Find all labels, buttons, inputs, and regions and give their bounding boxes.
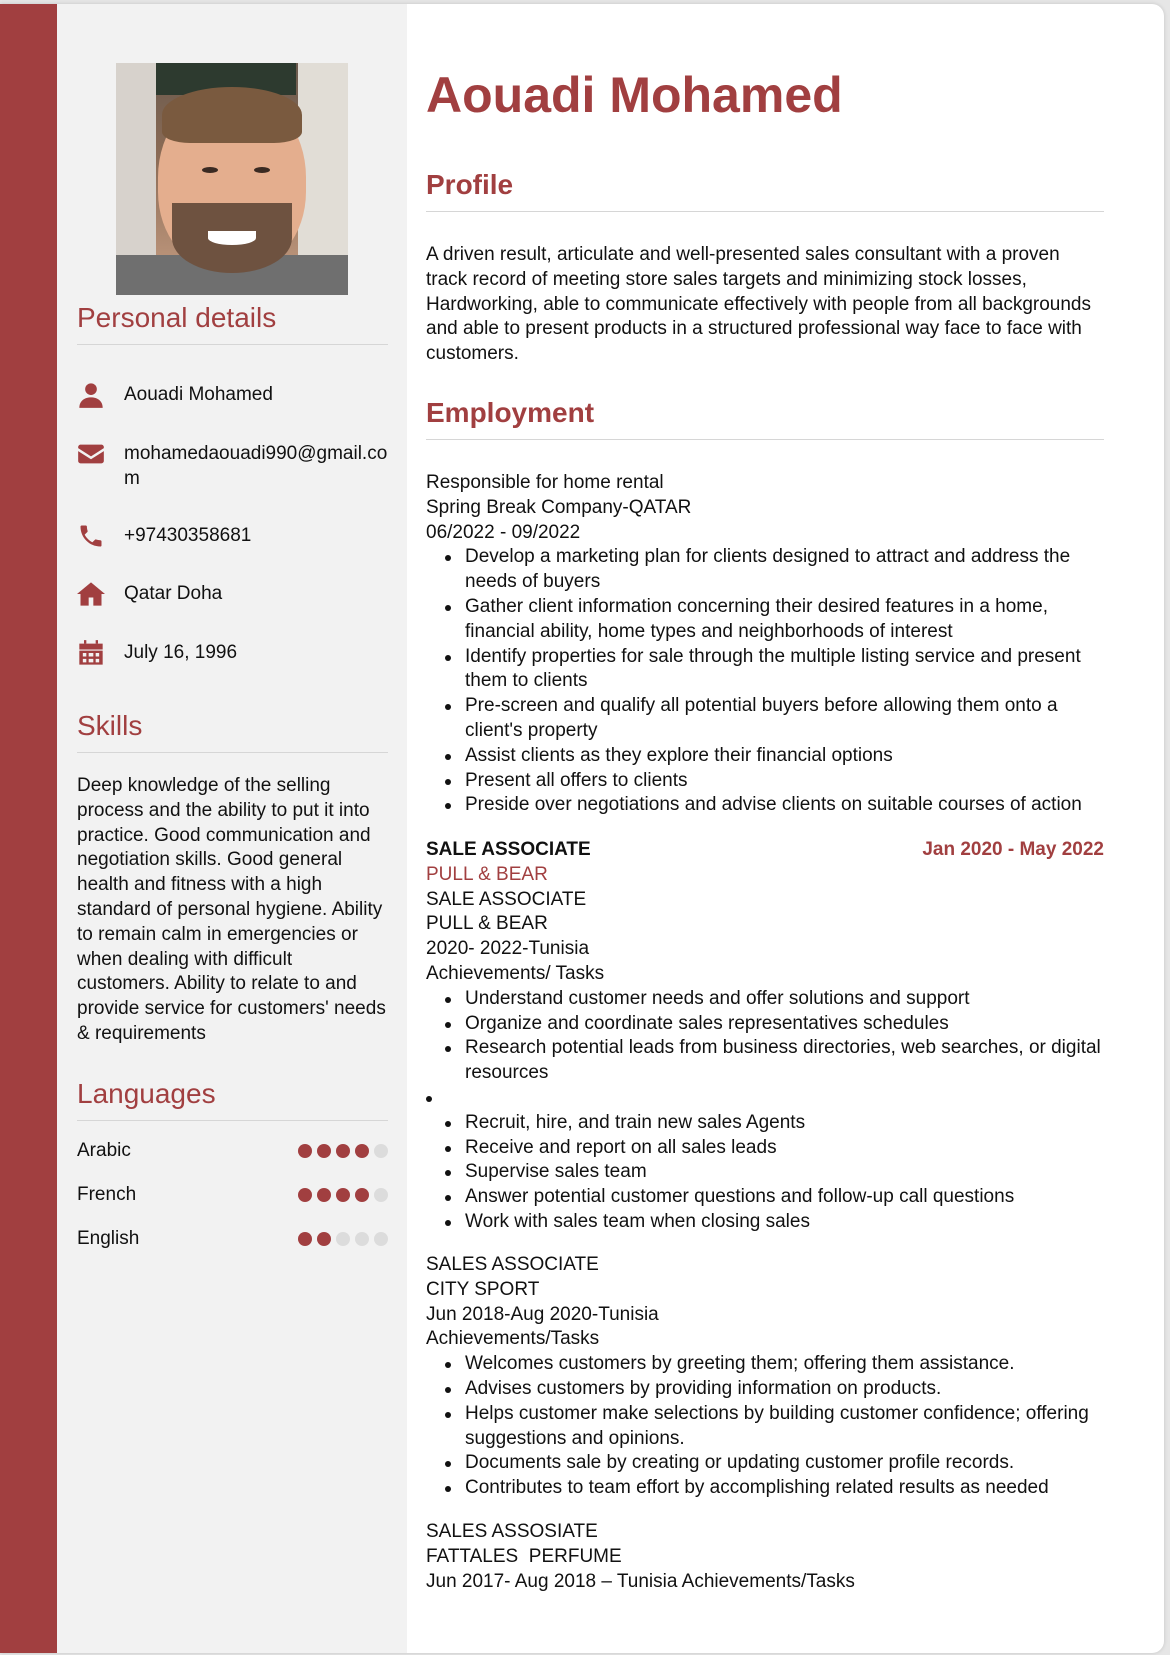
level-dot-empty bbox=[336, 1232, 350, 1246]
level-dot-empty bbox=[374, 1188, 388, 1202]
detail-email-text[interactable]: mohamedaouadi990@gmail.com bbox=[124, 443, 388, 489]
job-line: PULL & BEAR bbox=[426, 913, 548, 935]
detail-birthdate bbox=[77, 639, 388, 667]
detail-phone bbox=[77, 522, 388, 550]
detail-birthdate-text: July 16, 1996 bbox=[124, 642, 238, 663]
list-item: Contributes to team effort by accomplishing related results as needed bbox=[445, 1476, 1104, 1501]
job-fattales-perfume bbox=[426, 1520, 1104, 1594]
level-dot-filled bbox=[355, 1188, 369, 1202]
language-name: English bbox=[77, 1228, 140, 1249]
phone-icon bbox=[77, 522, 105, 550]
skills-heading: Skills bbox=[77, 710, 388, 753]
list-item: Work with sales team when closing sales bbox=[445, 1210, 1104, 1235]
job-bullets bbox=[445, 1111, 1104, 1235]
job-line: SALES ASSOSIATE bbox=[426, 1521, 598, 1542]
job-line: Jun 2018-Aug 2020-Tunisia bbox=[426, 1303, 659, 1325]
job-bullets bbox=[445, 545, 1104, 818]
main-content bbox=[426, 4, 1104, 1653]
level-dot-filled bbox=[336, 1188, 350, 1202]
job-header bbox=[426, 838, 1104, 863]
language-name: Arabic bbox=[77, 1140, 131, 1161]
list-item: Recruit, hire, and train new sales Agents bbox=[445, 1111, 1104, 1136]
empty-bullet bbox=[426, 1086, 1104, 1111]
level-dot-filled bbox=[317, 1144, 331, 1158]
job-line: Jun 2017- Aug 2018 – Tunisia Achievements/Tasks bbox=[426, 1570, 855, 1592]
resume-page bbox=[0, 4, 1164, 1653]
level-dot-filled bbox=[317, 1232, 331, 1246]
job-dates: Jan 2020 - May 2022 bbox=[922, 839, 1104, 860]
detail-email bbox=[77, 440, 388, 491]
detail-name bbox=[77, 381, 388, 409]
list-item: Pre-screen and qualify all potential buyers before allowing them onto a client's property bbox=[445, 694, 1104, 744]
profile-text: A driven result, articulate and well-presented sales consultant with a proven track record of meeting store sales targets and minimizing stock losses, Hardworking, able to communicate effectively with people from all backgrounds and able to present products in a structured professional way face to face with customers. bbox=[426, 244, 1091, 365]
language-row bbox=[77, 1184, 388, 1206]
job-line: 2020- 2022-Tunisia bbox=[426, 938, 590, 960]
job-city-sport bbox=[426, 1253, 1104, 1501]
level-dot-filled bbox=[355, 1144, 369, 1158]
job-company: PULL & BEAR bbox=[426, 863, 548, 885]
employment-heading: Employment bbox=[426, 397, 1104, 440]
detail-name-text: Aouadi Mohamed bbox=[124, 384, 273, 405]
envelope-icon bbox=[77, 440, 105, 468]
detail-phone-text[interactable]: +97430358681 bbox=[124, 525, 252, 546]
job-line: FATTALES PERFUME bbox=[426, 1545, 622, 1567]
job-home-rental bbox=[426, 471, 1104, 818]
level-dot-empty bbox=[374, 1144, 388, 1158]
job-line: Achievements/ Tasks bbox=[426, 962, 605, 984]
list-item: Supervise sales team bbox=[445, 1160, 1104, 1185]
list-item: Identify properties for sale through the multiple listing service and present them to clients bbox=[445, 645, 1104, 695]
language-row bbox=[77, 1228, 388, 1250]
list-item: Welcomes customers by greeting them; offering them assistance. bbox=[445, 1352, 1104, 1377]
level-dot-empty bbox=[355, 1232, 369, 1246]
job-bullets bbox=[445, 1352, 1104, 1501]
list-item: Advises customers by providing information on products. bbox=[445, 1377, 1104, 1402]
job-pull-and-bear bbox=[426, 838, 1104, 1235]
home-icon bbox=[77, 580, 105, 608]
profile-heading: Profile bbox=[426, 169, 1104, 212]
language-level-dots bbox=[298, 1232, 388, 1246]
level-dot-filled bbox=[317, 1188, 331, 1202]
language-row bbox=[77, 1140, 388, 1162]
list-item: Preside over negotiations and advise clients on suitable courses of action bbox=[445, 793, 1104, 818]
detail-address bbox=[77, 580, 388, 608]
list-item: Present all offers to clients bbox=[445, 769, 1104, 794]
accent-bar bbox=[0, 4, 57, 1653]
list-item: Helps customer make selections by building customer confidence; offering suggestions and opinions. bbox=[445, 1402, 1104, 1452]
job-line: 06/2022 - 09/2022 bbox=[426, 521, 581, 543]
list-item: Answer potential customer questions and follow-up call questions bbox=[445, 1185, 1104, 1210]
language-level-dots bbox=[298, 1144, 388, 1158]
sidebar bbox=[57, 4, 407, 1653]
job-bullets bbox=[445, 987, 1104, 1086]
calendar-icon bbox=[77, 639, 105, 667]
level-dot-empty bbox=[374, 1232, 388, 1246]
list-item: Receive and report on all sales leads bbox=[445, 1136, 1104, 1161]
languages-heading: Languages bbox=[77, 1078, 388, 1121]
personal-details-heading: Personal details bbox=[77, 302, 388, 345]
list-item: Gather client information concerning their desired features in a home, financial ability, home types and neighborhoods of interest bbox=[445, 595, 1104, 645]
list-item: Documents sale by creating or updating customer profile records. bbox=[445, 1451, 1104, 1476]
list-item: Develop a marketing plan for clients designed to attract and address the needs of buyers bbox=[445, 545, 1104, 595]
level-dot-filled bbox=[298, 1188, 312, 1202]
candidate-name: Aouadi Mohamed bbox=[426, 67, 843, 123]
list-item: Assist clients as they explore their financial options bbox=[445, 744, 1104, 769]
job-line: Responsible for home rental bbox=[426, 472, 664, 493]
level-dot-filled bbox=[336, 1144, 350, 1158]
person-icon bbox=[77, 381, 105, 409]
job-line: SALE ASSOCIATE bbox=[426, 888, 587, 910]
list-item: Organize and coordinate sales representatives schedules bbox=[445, 1012, 1104, 1037]
list-item: Research potential leads from business directories, web searches, or digital resources bbox=[445, 1036, 1104, 1086]
job-title: SALE ASSOCIATE bbox=[426, 839, 591, 860]
job-line: Spring Break Company-QATAR bbox=[426, 496, 692, 518]
job-line: CITY SPORT bbox=[426, 1278, 540, 1300]
detail-address-text: Qatar Doha bbox=[124, 583, 223, 604]
list-item: Understand customer needs and offer solutions and support bbox=[445, 987, 1104, 1012]
level-dot-filled bbox=[298, 1144, 312, 1158]
job-line: Achievements/Tasks bbox=[426, 1328, 600, 1350]
profile-photo bbox=[116, 63, 348, 295]
level-dot-filled bbox=[298, 1232, 312, 1246]
language-level-dots bbox=[298, 1188, 388, 1202]
skills-text: Deep knowledge of the selling process and the ability to put it into practice. Good communication and negotiation skills. Good general health and fitness with a high standard of personal hygiene. Ability to remain calm in emergencies or when dealing with difficult customers. Ability to relate to and provide service for customers' needs & requirements bbox=[77, 775, 386, 1044]
language-name: French bbox=[77, 1184, 137, 1205]
job-line: SALES ASSOCIATE bbox=[426, 1254, 599, 1275]
